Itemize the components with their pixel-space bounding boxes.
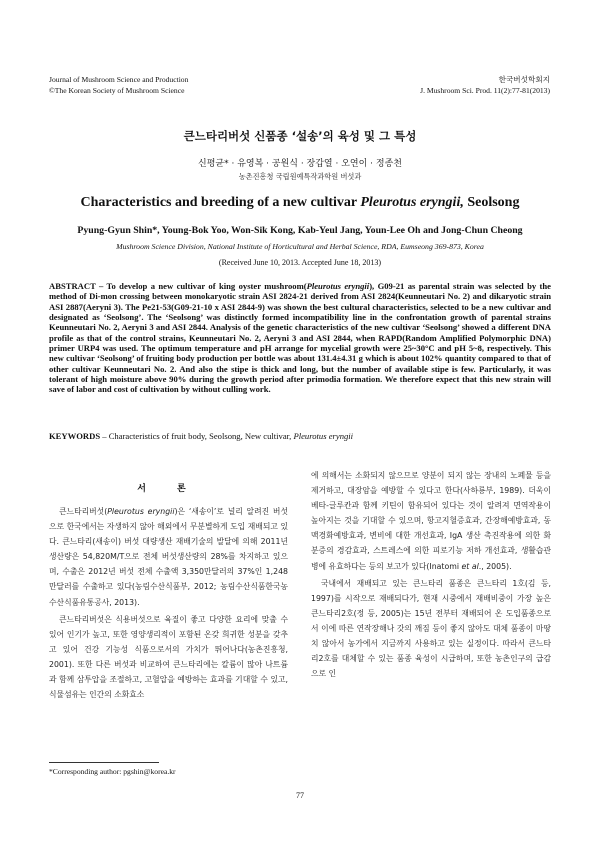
corresponding-author-footnote: *Corresponding author: pgshin@korea.kr: [49, 767, 176, 776]
body-column-right: [311, 468, 551, 681]
introduction-heading: 서 론: [137, 484, 200, 494]
abstract-part-2: ), G09-21 as parental strain was selected by the method of Di-mon crossing between monokaryotic strain ASI 2824-21 derived from ASI 2824(Keunneutari No. 2) and dikaryotic strain ASI 2887(Aeryni 3). The Pe21-53(G09-21-10 x ASI 2844-9) was shown the best cultural characteristics, selected to be a new cultivar and designated as ‘Seolsong’. The ‘Seolsong’ was distinctly formed incompatibility line in the confrontation growth of parental strains Keunneutari No. 2, Aeryni 3 and ASI 2844. Analysis of the genetic characteristics of the new cultivar ‘Seolsong’ showed a different DNA profile as that of the control strains, Keunneutari No. 2, Aeryni 3 and ASI 2844, when RAPD(Random Amplified Polymorphic DNA) primer URP4 was used. The optimum temperature and pH arrange for mycelial growth were 25~30°C and pH 5~8, respectively. This new cultivar ‘Seolsong’ of fruiting body production per bottle was about 131.4±4.31 g which is about 102% quantity compared to that of other cultivar Keunneutari No. 2. And also the stipe is thick and long, but the number of available stipe is few. Particularly, it was tolerant of high moisture above 90% during the growth period after primodia formation. We therefore expect that this new strain will save of labor and cost of cultivation by without culling work.: [49, 281, 551, 395]
intro-paragraph-2: 큰느타리버섯은 식용버섯으로 육질이 좋고 다양한 요리에 맞출 수 있어 인기가 높고, 또한 영양생리적이 포함된 온갖 희귀한 성분을 갖추고 있어 건강 기능성 식품으로서의 가치가 뛰어나다(농촌진흥청, 2001). 또한 다른 버섯과 비교하여 큰느타리에는 칼륨이 많아 나트륨과 함께 삼투압을 조절하고, 고혈압을 예방하는 효과를 기대할 수 있고, 식물섬유는 인간의 소화효소: [49, 614, 288, 700]
intro-r1-start: 에 의해서는 소화되지 않으므로 양분이 되지 않는 장내의 노폐물 등을 제거하고, 대장암을 예방할 수 있다고 한다(사하룡부, 1989). 더욱이 베타-글루칸과 함께 키틴이 함유되어 있다는 것이 알려져 면역작용이 높아지는 것을 기대할 수 있으며, 항고지혈증효과, 간장해예방효과, 동맥경화예방효과, 변비에 대한 개선효과, IgA 생산 촉진작용에 의한 화분증의 경감효과, 스트레스에 의한 피로기능 저하 개선효과, 생활습관병에 유효하다는 등의 보고가 있다(Inatomi: [311, 471, 551, 571]
intro-p1-rest: )은 ‘새송이’로 널리 알려진 버섯으로 한국에서는 자생하지 않아 해외에서 무분별하게 도입 재배되고 있다. 큰느타리(새송이) 버섯 대량생산 재배기술의 발달에 의해 2011년 생산량은 54,820M/T으로 전체 버섯생산량의 28%를 차지하고 있으며, 수출은 2012년 버섯 전체 수출액 3,350만달러의 37%인 1,248만달러를 수출하고 있다(농림수산식품부, 2012; 농림수산식품한국농수산식품유통공사, 2013).: [49, 507, 288, 607]
page-number: 77: [296, 791, 304, 800]
intro-paragraph-2-continued: [311, 468, 551, 574]
abstract: [49, 281, 551, 395]
journal-header-left: [49, 75, 188, 96]
journal-society: ©The Korean Society of Mushroom Science: [49, 85, 185, 95]
intro-r1-etal: et al: [461, 561, 479, 571]
received-dates: (Received June 10, 2013. Accepted June 18, 2013): [218, 258, 382, 267]
intro-r1-end: ., 2005).: [478, 561, 512, 571]
intro-p1-start: 큰느타리버섯(: [59, 507, 108, 516]
intro-p1-species: Pleurotus eryngii: [107, 507, 175, 516]
english-title-pre: Characteristics and breeding of a new cultivar: [80, 195, 361, 210]
korean-title: 큰느타리버섯 신품종 ‘설송’의 육성 및 그 특성: [183, 129, 417, 143]
intro-paragraph-1: [49, 504, 288, 610]
keywords-text: – Characteristics of fruit body, Seolsong, New cultivar,: [100, 431, 294, 441]
abstract-species: Pleurotus eryngii: [306, 281, 370, 291]
journal-name-korean: 한국버섯학회지: [498, 75, 550, 84]
journal-header-right: [420, 75, 550, 96]
body-column-left: [49, 481, 288, 702]
english-title-post: Seolsong: [463, 195, 520, 210]
journal-name: Journal of Mushroom Science and Production: [49, 75, 189, 84]
english-title-species: Pleurotus eryngii,: [360, 195, 464, 210]
korean-authors: 신평균* · 유영복 · 공원식 · 장갑열 · 오연이 · 정종천: [198, 159, 402, 169]
english-affiliation: Mushroom Science Division, National Institute of Horticultural and Herbal Science, RDA, Eumseong 369-873, Korea: [116, 242, 484, 251]
footnote-divider: [49, 762, 159, 763]
korean-affiliation: 농촌진흥청 국립원예특작과학원 버섯과: [238, 172, 362, 181]
keywords: [49, 431, 551, 441]
abstract-part-1: ABSTRACT – To develop a new cultivar of king oyster mushroom(: [49, 281, 307, 291]
english-authors: Pyung-Gyun Shin*, Young-Bok Yoo, Won-Sik Kong, Kab-Yeul Jang, Youn-Lee Oh and Jong-Chun Cheong: [77, 225, 523, 236]
journal-citation: J. Mushroom Sci. Prod. 11(2):77-81(2013): [420, 85, 550, 95]
english-title: [0, 195, 600, 211]
keywords-species: Pleurotus eryngii: [293, 431, 354, 441]
intro-paragraph-3: 국내에서 재배되고 있는 큰느타리 품종은 큰느타리 1호(김 등, 1997)를 시작으로 재배되다가, 현재 시중에서 재배비중이 가장 높은 큰느타리2호(정 등, 2005)는 15년 전부터 재배되어 온 도입품종으로서 이에 따른 연작장해나 갓의 깨짐 등이 좋지 않아도 대체 품종이 마땅치 않아서 농가에서 지금까지 사용하고 있는 실정이다. 따라서 큰느타리2호를 대체할 수 있는 품종 육성이 시급하며, 또한 농촌인구의 급감으로 인: [311, 578, 551, 679]
keywords-label: KEYWORDS: [49, 431, 101, 441]
